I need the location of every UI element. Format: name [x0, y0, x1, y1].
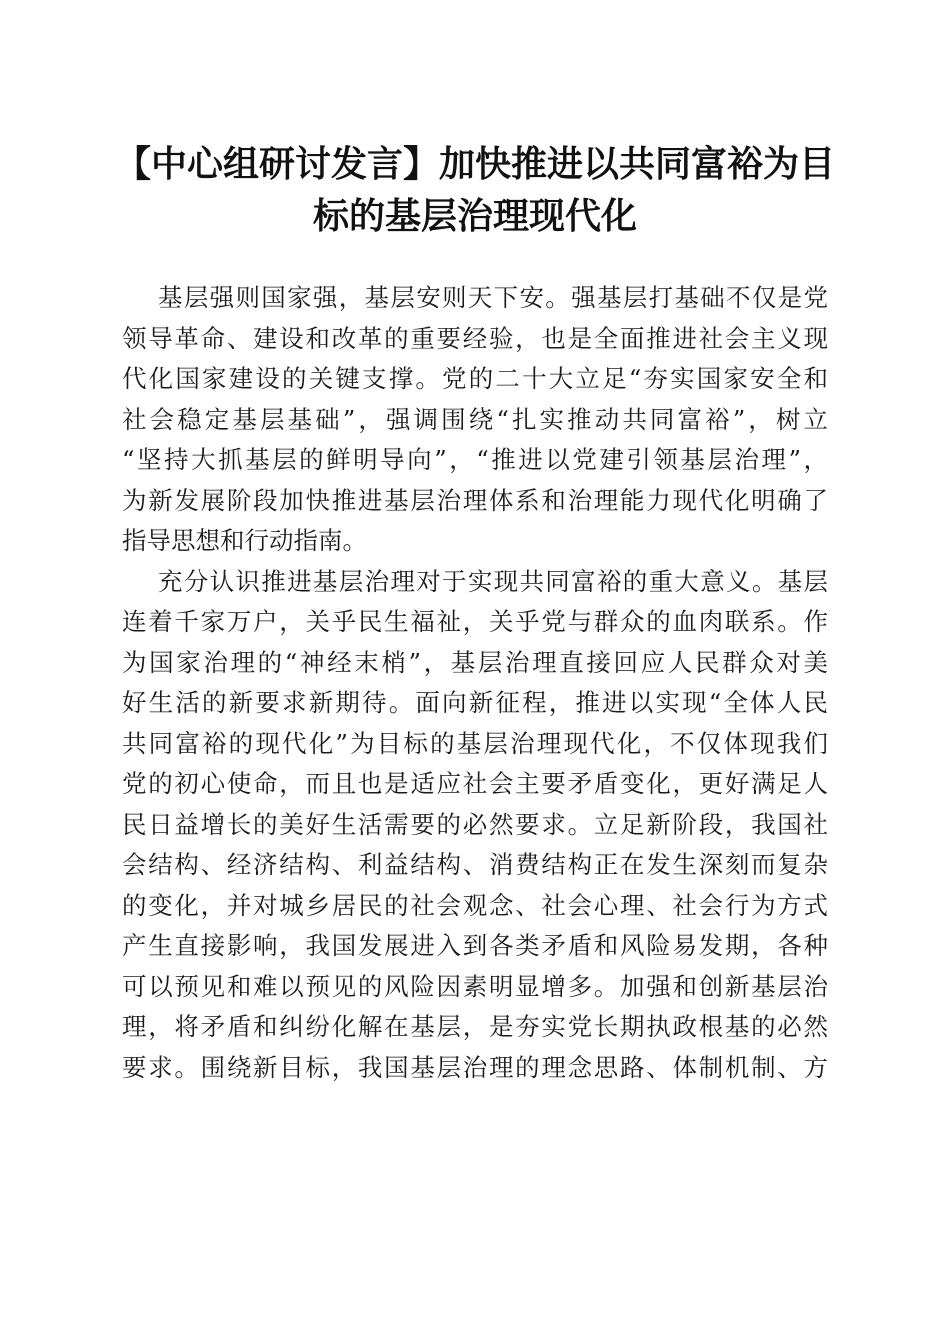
paragraph-line: “坚持大抓基层的鲜明导向”，“推进以党建引领基层治理”， [122, 445, 828, 474]
paragraph-line: 理，将矛盾和纠纷化解在基层，是夯实党长期执政根基的必然 [122, 1012, 828, 1041]
paragraph-line: 基层强则国家强，基层安则天下安。强基层打基础不仅是党 [158, 283, 828, 312]
paragraph-line: 民日益增长的美好生活需要的必然要求。立足新阶段，我国社 [122, 809, 828, 839]
paragraph-line: 产生直接影响，我国发展进入到各类矛盾和风险易发期，各种 [122, 931, 828, 960]
paragraph-line: 代化国家建设的关键支撑。党的二十大立足“夯实国家安全和 [122, 364, 828, 393]
paragraph-line: 党的初心使命，而且也是适应社会主要矛盾变化，更好满足人 [122, 769, 828, 798]
paragraph-1 [122, 278, 828, 562]
paragraph-line: 连着千家万户，关乎民生福祉，关乎党与群众的血肉联系。作 [122, 607, 828, 636]
paragraph-line: 指导思想和行动指南。 [122, 526, 367, 555]
title-line: 【中心组研讨发言】加快推进以共同富裕为目 [114, 143, 835, 185]
paragraph-line: 要求。围绕新目标，我国基层治理的理念思路、体制机制、方 [122, 1052, 828, 1082]
paragraph-line: 共同富裕的现代化”为目标的基层治理现代化，不仅体现我们 [122, 728, 828, 758]
paragraph-2 [122, 562, 828, 1089]
document-title [110, 138, 840, 242]
title-line: 标的基层治理现代化 [312, 195, 637, 237]
paragraph-line: 为新发展阶段加快推进基层治理体系和治理能力现代化明确了 [122, 485, 828, 515]
paragraph-line: 领导革命、建设和改革的重要经验，也是全面推进社会主义现 [122, 323, 828, 353]
paragraph-line: 好生活的新要求新期待。面向新征程，推进以实现“全体人民 [122, 688, 828, 717]
paragraph-line: 为国家治理的“神经末梢”，基层治理直接回应人民群众对美 [122, 647, 828, 677]
document-body [122, 278, 828, 1088]
paragraph-line: 社会稳定基层基础”，强调围绕“扎实推动共同富裕”，树立 [122, 404, 828, 434]
paragraph-line: 会结构、经济结构、利益结构、消费结构正在发生深刻而复杂 [122, 850, 828, 879]
paragraph-line: 充分认识推进基层治理对于实现共同富裕的重大意义。基层 [158, 566, 828, 596]
paragraph-line: 的变化，并对城乡居民的社会观念、社会心理、社会行为方式 [122, 890, 828, 920]
paragraph-line: 可以预见和难以预见的风险因素明显增多。加强和创新基层治 [122, 971, 828, 1001]
